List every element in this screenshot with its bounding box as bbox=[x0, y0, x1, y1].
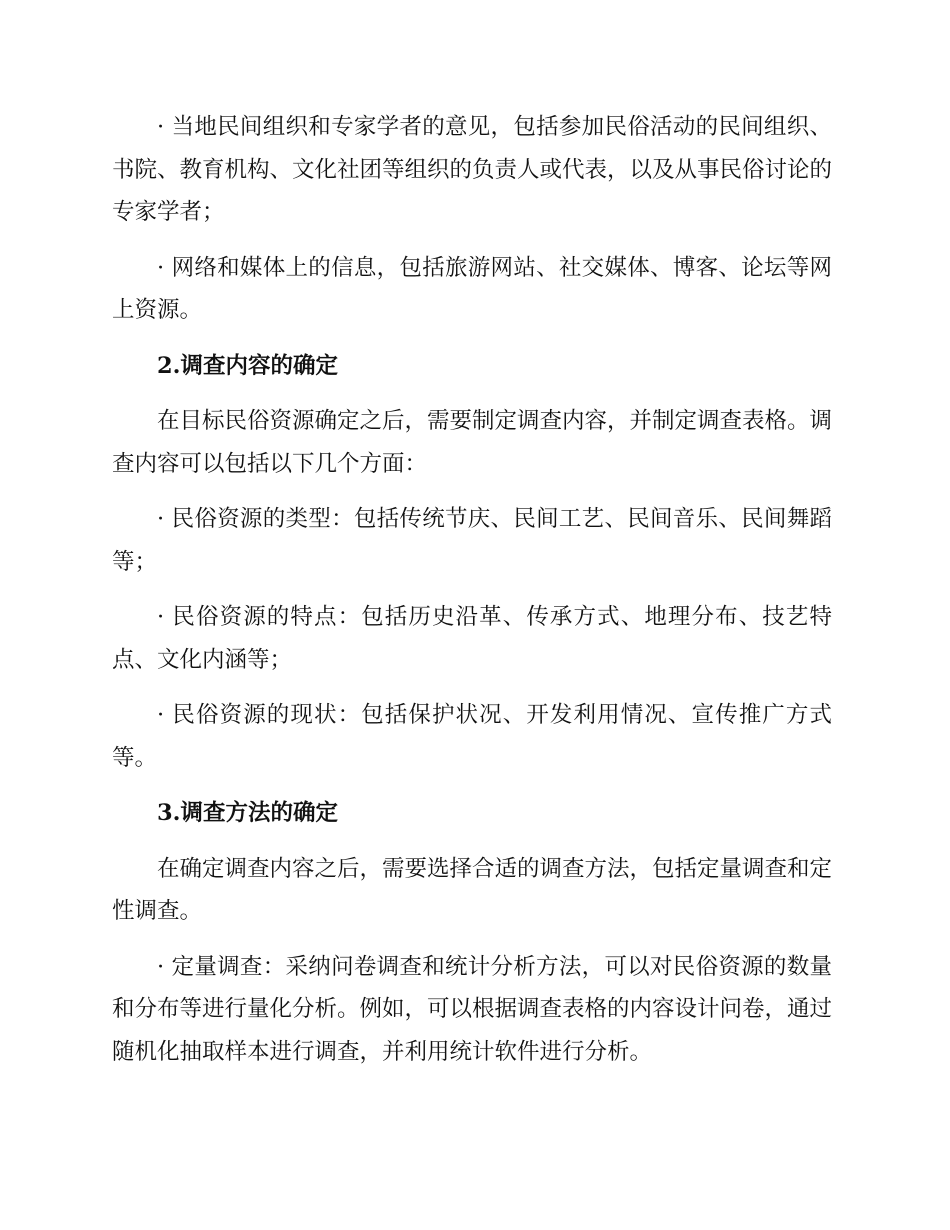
bullet-paragraph-resource-status: · 民俗资源的现状：包括保护状况、开发利用情况、宣传推广方式等。 bbox=[112, 702, 832, 771]
bullet-paragraph-quantitative-survey: · 定量调查：采纳问卷调查和统计分析方法，可以对民俗资源的数量和分布等进行量化分析。例如，可以根据调查表格的内容设计问卷，通过随机化抽取样本进行调查，并利用统计软件进行分析。 bbox=[112, 953, 833, 1065]
bullet-paragraph-online-media: · 网络和媒体上的信息，包括旅游网站、社交媒体、博客、论坛等网上资源。 bbox=[112, 254, 832, 323]
bullet-paragraph-resource-types: · 民俗资源的类型：包括传统节庆、民间工艺、民间音乐、民间舞蹈等； bbox=[112, 506, 832, 575]
bullet-paragraph-expert-opinions: · 当地民间组织和专家学者的意见，包括参加民俗活动的民间组织、书院、教育机构、文化社团等组织的负责人或代表，以及从事民俗讨论的专家学者； bbox=[112, 114, 833, 225]
document-body bbox=[112, 106, 832, 1086]
bullet-paragraph-resource-features: · 民俗资源的特点：包括历史沿革、传承方式、地理分布、技艺特点、文化内涵等； bbox=[112, 604, 832, 673]
section-heading-survey-methods: 3.调查方法的确定 bbox=[157, 800, 338, 826]
paragraph-survey-methods-intro: 在确定调查内容之后，需要选择合适的调查方法，包括定量调查和定性调查。 bbox=[112, 855, 833, 924]
paragraph-survey-content-intro: 在目标民俗资源确定之后，需要制定调查内容，并制定调查表格。调查内容可以包括以下几个方面： bbox=[112, 408, 833, 477]
section-heading-survey-content: 2.调查内容的确定 bbox=[157, 352, 338, 379]
